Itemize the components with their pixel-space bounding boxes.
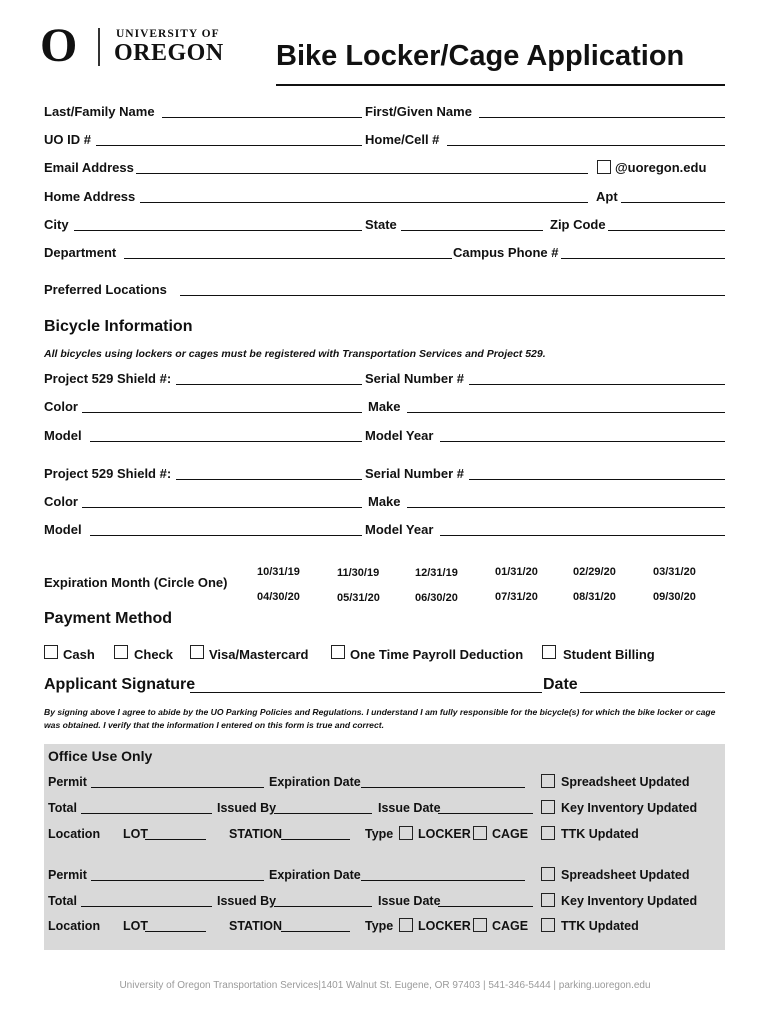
office1-location-label: Location: [48, 827, 101, 841]
expiration-option[interactable]: 09/30/20: [653, 591, 696, 603]
office2-total-field[interactable]: [81, 893, 212, 907]
bike2-model-field[interactable]: [90, 521, 362, 536]
apt-label: Apt: [596, 189, 618, 204]
department-field[interactable]: [124, 244, 452, 259]
bike1-shield-field[interactable]: [176, 370, 362, 385]
bike1-serial-label: Serial Number #: [365, 371, 464, 386]
uo-id-field[interactable]: [96, 131, 362, 146]
office2-ttk-checkbox[interactable]: [541, 918, 555, 932]
office1-expiration-field[interactable]: [361, 774, 525, 788]
page-title: Bike Locker/Cage Application: [276, 40, 685, 72]
office2-spreadsheet-label: Spreadsheet Updated: [561, 868, 690, 882]
office2-issued-by-label: Issued By: [217, 894, 277, 908]
office-use-heading: Office Use Only: [48, 748, 153, 764]
applicant-signature-field[interactable]: [190, 677, 542, 693]
office1-spreadsheet-checkbox[interactable]: [541, 774, 555, 788]
signature-date-field[interactable]: [580, 677, 725, 693]
city-field[interactable]: [74, 216, 362, 231]
payment-payroll-checkbox[interactable]: [331, 645, 345, 659]
office2-cage-label: CAGE: [492, 919, 529, 933]
office1-station-field[interactable]: [281, 826, 350, 840]
office2-permit-label: Permit: [48, 868, 87, 882]
last-name-field[interactable]: [162, 103, 362, 118]
home-cell-label: Home/Cell #: [365, 132, 440, 147]
office2-expiration-label: Expiration Date: [269, 868, 361, 882]
bike1-model-year-label: Model Year: [365, 428, 434, 443]
payment-cash-checkbox[interactable]: [44, 645, 58, 659]
apt-field[interactable]: [621, 188, 725, 203]
last-name-label: Last/Family Name: [44, 104, 155, 119]
office1-expiration-label: Expiration Date: [269, 775, 361, 789]
office1-permit-label: Permit: [48, 775, 87, 789]
campus-phone-label: Campus Phone #: [453, 245, 559, 260]
office2-expiration-field[interactable]: [361, 867, 525, 881]
uo-id-label: UO ID #: [44, 132, 91, 147]
bicycle-registration-note: All bicycles using lockers or cages must be registered with Transportation Services and Project 529.: [44, 348, 546, 360]
office2-lot-field[interactable]: [145, 918, 206, 932]
preferred-locations-label: Preferred Locations: [44, 282, 167, 297]
office1-key-inventory-label: Key Inventory Updated: [561, 801, 698, 815]
expiration-option[interactable]: 03/31/20: [653, 566, 696, 578]
expiration-month-label: Expiration Month (Circle One): [44, 575, 228, 590]
zip-field[interactable]: [608, 216, 725, 231]
office1-permit-field[interactable]: [91, 774, 264, 788]
office2-lot-label: LOT: [123, 919, 148, 933]
home-cell-field[interactable]: [447, 131, 725, 146]
payment-student-billing-label: Student Billing: [563, 647, 655, 662]
office1-issue-date-field[interactable]: [438, 800, 533, 814]
payment-method-heading: Payment Method: [44, 610, 173, 627]
expiration-option[interactable]: 12/31/19: [415, 567, 458, 579]
expiration-option[interactable]: 08/31/20: [573, 591, 616, 603]
bike2-make-label: Make: [368, 494, 401, 509]
bike2-serial-field[interactable]: [469, 465, 725, 480]
bike1-model-year-field[interactable]: [440, 427, 725, 442]
zip-label: Zip Code: [550, 217, 606, 232]
payment-check-checkbox[interactable]: [114, 645, 128, 659]
bike2-shield-field[interactable]: [176, 465, 362, 480]
bicycle-info-heading: Bicycle Information: [44, 318, 193, 335]
office1-cage-label: CAGE: [492, 827, 529, 841]
first-name-field[interactable]: [479, 103, 725, 118]
office2-ttk-label: TTK Updated: [561, 919, 639, 933]
uoregon-label: @uoregon.edu: [615, 160, 707, 175]
expiration-option[interactable]: 05/31/20: [337, 592, 380, 604]
expiration-option[interactable]: 06/30/20: [415, 592, 458, 604]
footer-contact: University of Oregon Transportation Services|1401 Walnut St. Eugene, OR 97403 | 541-346-5444 | parking.uoregon.edu: [119, 980, 651, 991]
bike1-model-label: Model: [44, 428, 82, 443]
university-logo: [40, 19, 240, 72]
expiration-option[interactable]: 04/30/20: [257, 591, 300, 603]
office2-type-label: Type: [365, 919, 394, 933]
office2-station-field[interactable]: [281, 918, 350, 932]
payment-cash-label: Cash: [63, 647, 95, 662]
logo-divider: [98, 28, 100, 66]
uoregon-checkbox[interactable]: [597, 160, 611, 174]
payment-student-billing-checkbox[interactable]: [542, 645, 556, 659]
signature-disclaimer-line2: was obtained. I verify that the information I entered on this form is true and correct.: [44, 720, 384, 730]
office1-total-field[interactable]: [81, 800, 212, 814]
department-label: Department: [44, 245, 117, 260]
bike2-serial-label: Serial Number #: [365, 466, 464, 481]
email-label: Email Address: [44, 160, 134, 175]
office2-total-label: Total: [48, 894, 77, 908]
expiration-option[interactable]: 07/31/20: [495, 591, 538, 603]
office1-issued-by-field[interactable]: [274, 800, 372, 814]
home-address-label: Home Address: [44, 189, 136, 204]
office1-locker-label: LOCKER: [418, 827, 471, 841]
office1-cage-checkbox[interactable]: [473, 826, 487, 840]
bike2-shield-label: Project 529 Shield #:: [44, 466, 172, 481]
bike1-color-field[interactable]: [82, 398, 362, 413]
expiration-option[interactable]: 01/31/20: [495, 566, 538, 578]
office2-spreadsheet-checkbox[interactable]: [541, 867, 555, 881]
payment-payroll-label: One Time Payroll Deduction: [350, 647, 524, 662]
office1-type-label: Type: [365, 827, 394, 841]
office1-lot-field[interactable]: [145, 826, 206, 840]
office2-station-label: STATION: [229, 919, 283, 933]
office2-locker-checkbox[interactable]: [399, 918, 413, 932]
office1-issue-date-label: Issue Date: [378, 801, 441, 815]
preferred-locations-field[interactable]: [180, 281, 725, 296]
city-label: City: [44, 217, 69, 232]
office1-locker-checkbox[interactable]: [399, 826, 413, 840]
office1-ttk-label: TTK Updated: [561, 827, 639, 841]
state-label: State: [365, 217, 397, 232]
bike2-color-label: Color: [44, 494, 78, 509]
office2-issued-by-field[interactable]: [274, 893, 372, 907]
bike1-color-label: Color: [44, 399, 78, 414]
office1-issued-by-label: Issued By: [217, 801, 277, 815]
expiration-option[interactable]: 11/30/19: [337, 567, 380, 579]
bike1-make-label: Make: [368, 399, 401, 414]
bike2-model-year-label: Model Year: [365, 522, 434, 537]
bike1-shield-label: Project 529 Shield #:: [44, 371, 172, 386]
office2-key-inventory-label: Key Inventory Updated: [561, 894, 698, 908]
office1-ttk-checkbox[interactable]: [541, 826, 555, 840]
applicant-signature-label: Applicant Signature: [44, 676, 196, 693]
signature-date-label: Date: [543, 676, 578, 693]
signature-disclaimer-line1: By signing above I agree to abide by the UO Parking Policies and Regulations. I understand I am fully responsible for the bicycle(s) for which the bike locker or cage: [44, 707, 716, 717]
email-field[interactable]: [136, 159, 588, 174]
first-name-label: First/Given Name: [365, 104, 472, 119]
office2-key-inventory-checkbox[interactable]: [541, 893, 555, 907]
title-rule: [276, 84, 725, 86]
payment-visa-label: Visa/Mastercard: [209, 647, 309, 662]
office2-issue-date-label: Issue Date: [378, 894, 441, 908]
bike1-model-field[interactable]: [90, 427, 362, 442]
bike2-make-field[interactable]: [407, 493, 725, 508]
campus-phone-field[interactable]: [561, 244, 725, 259]
payment-check-label: Check: [134, 647, 174, 662]
logo-oregon-text: OREGON: [114, 40, 224, 66]
logo-o-mark: O: [40, 19, 78, 72]
office1-lot-label: LOT: [123, 827, 148, 841]
office1-total-label: Total: [48, 801, 77, 815]
office1-key-inventory-checkbox[interactable]: [541, 800, 555, 814]
bike2-model-label: Model: [44, 522, 82, 537]
state-field[interactable]: [401, 216, 543, 231]
bike2-model-year-field[interactable]: [440, 521, 725, 536]
bike1-make-field[interactable]: [407, 398, 725, 413]
office1-station-label: STATION: [229, 827, 283, 841]
bike1-serial-field[interactable]: [469, 370, 725, 385]
home-address-field[interactable]: [140, 188, 588, 203]
office2-location-label: Location: [48, 919, 101, 933]
payment-visa-checkbox[interactable]: [190, 645, 204, 659]
logo-university-text: UNIVERSITY OF: [116, 28, 220, 40]
bike2-color-field[interactable]: [82, 493, 362, 508]
office2-locker-label: LOCKER: [418, 919, 471, 933]
expiration-option[interactable]: 02/29/20: [573, 566, 616, 578]
office2-permit-field[interactable]: [91, 867, 264, 881]
office1-spreadsheet-label: Spreadsheet Updated: [561, 775, 690, 789]
office2-cage-checkbox[interactable]: [473, 918, 487, 932]
office2-issue-date-field[interactable]: [438, 893, 533, 907]
expiration-option[interactable]: 10/31/19: [257, 566, 300, 578]
